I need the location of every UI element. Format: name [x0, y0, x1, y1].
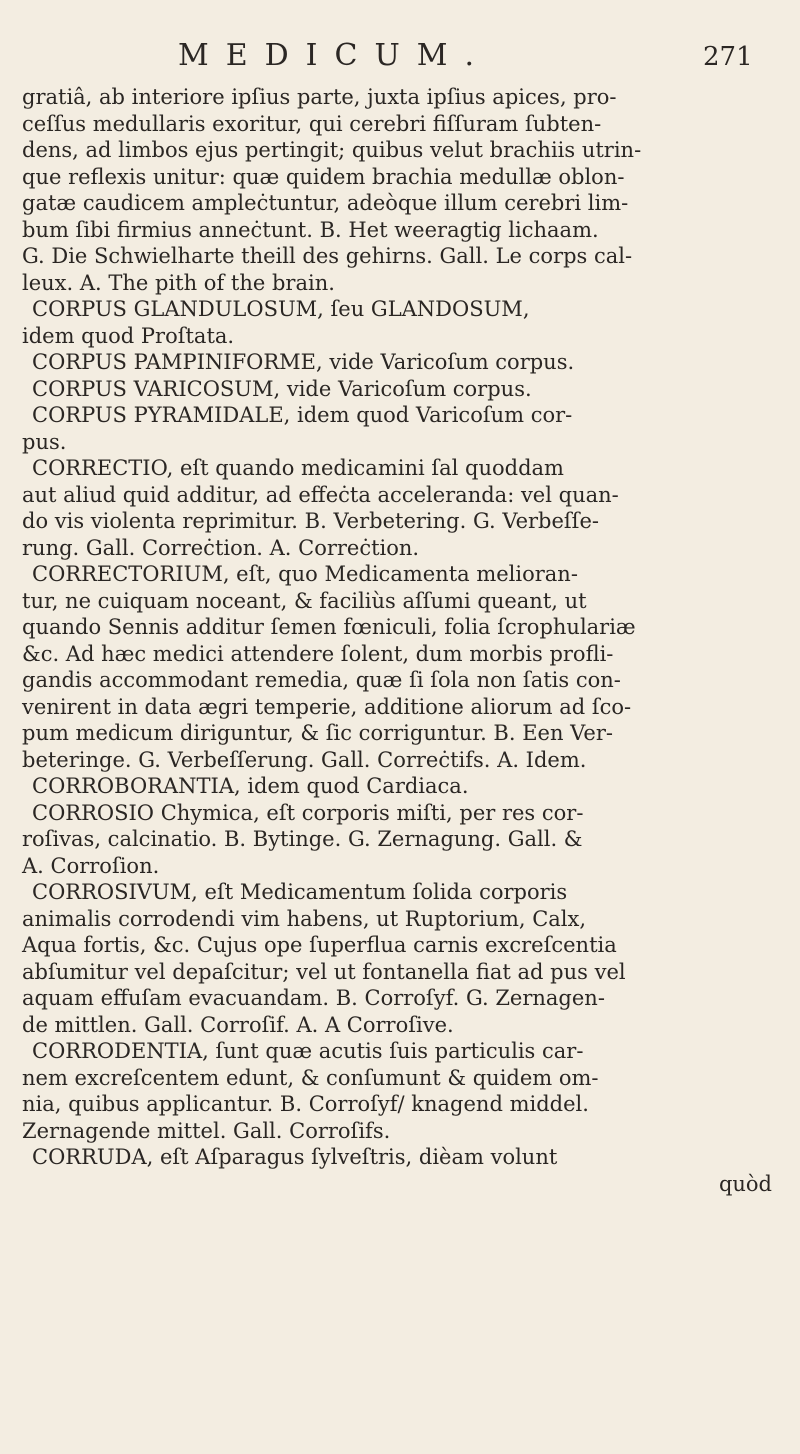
text-line: bum ſibi firmius anneċtunt. B. Het weeragtig lichaam. [22, 217, 599, 242]
text-line: aut aliud quid additur, ad effeċta acceleranda: vel quan- [22, 482, 619, 507]
entry-heading-line: CORROSIO Chymica, eſt corporis miſti, per res cor- [32, 800, 584, 825]
text-line: aquam effuſam evacuandam. B. Corroſyf. G. Zernagen- [22, 986, 605, 1010]
text-line: abſumitur vel depaſcitur; vel ut fontanella fiat ad pus vel [22, 959, 626, 984]
text-line: &c. Ad hæc medici attendere ſolent, dum morbis profli- [22, 641, 614, 666]
text-line: dens, ad limbos ejus pertingit; quibus velut brachiis utrin- [22, 138, 642, 162]
text-line: idem quod Proſtata. [22, 323, 235, 348]
text-line: pum medicum diriguntur, & ſic corriguntur. B. Een Ver- [22, 721, 613, 745]
text-line: A. Corroſion. [22, 853, 160, 878]
text-line: gratiâ, ab interiore ipſius parte, juxta ipſius apices, pro- [22, 85, 617, 109]
entry-heading-line: CORRODENTIA, ſunt quæ acutis ſuis particulis car- [32, 1039, 584, 1063]
catchword: quòd [718, 1171, 772, 1196]
entry-heading-line: CORRECTIO, eſt quando medicamini ſal quoddam [32, 456, 564, 480]
body-text [22, 84, 784, 1197]
text-line: de mittlen. Gall. Corroſif. A. A Corroſive. [22, 1012, 454, 1037]
text-line: ceſſus medullaris exoritur, qui cerebri fiſſuram ſubten- [22, 111, 602, 136]
text-line: rung. Gall. Correċtion. A. Correċtion. [22, 535, 420, 560]
entry-heading-line: CORPUS VARICOSUM, vide Varicoſum corpus. [32, 376, 532, 401]
entry-heading-line: CORROSIVUM, eſt Medicamentum ſolida corporis [32, 880, 568, 904]
text-line: quando Sennis additur ſemen fœniculi, folia ſcrophulariæ [22, 615, 636, 639]
text-line: tur, ne cuiquam noceant, & faciliùs aſſumi queant, ut [22, 588, 587, 613]
text-line: nem excreſcentem edunt, & conſumunt & quidem om- [22, 1065, 599, 1090]
page-header [0, 38, 800, 78]
entry-heading-line: CORPUS PAMPINIFORME, vide Varicoſum corpus. [32, 350, 575, 374]
text-line: beteringe. G. Verbeſſerung. Gall. Correċtifs. A. Idem. [22, 747, 587, 772]
text-line: gandis accommodant remedia, quæ ſi ſola non ſatis con- [22, 668, 621, 692]
entry-heading-line: CORROBORANTIA, idem quod Cardiaca. [32, 774, 469, 798]
text-line: nia, quibus applicantur. B. Corroſyf/ knagend middel. [22, 1092, 589, 1116]
running-title: MEDICUM. [178, 38, 492, 73]
text-line: roſivas, calcinatio. B. Bytinge. G. Zernagung. Gall. & [22, 827, 583, 851]
text-line: do vis violenta reprimitur. B. Verbetering. G. Verbeſſe- [22, 509, 599, 533]
text-line: G. Die Schwielharte theill des gehirns. Gall. Le corps cal- [22, 244, 633, 268]
page-number: 271 [703, 42, 753, 72]
entry-heading-line: CORRUDA, eſt Aſparagus ſylveſtris, dièam volunt [32, 1145, 558, 1169]
text-line: Aqua fortis, &c. Cujus ope ſuperflua carnis excreſcentia [22, 933, 617, 957]
text-line: leux. A. The pith of the brain. [22, 270, 335, 295]
text-line: gatæ caudicem ampleċtuntur, adeòque illum cerebri lim- [22, 191, 629, 215]
entry-heading-line: CORRECTORIUM, eſt, quo Medicamenta melioran- [32, 562, 578, 586]
text-line: pus. [22, 429, 67, 454]
entry-heading-line: CORPUS GLANDULOSUM, ſeu GLANDOSUM, [32, 297, 530, 321]
entry-heading-line: CORPUS PYRAMIDALE, idem quod Varicoſum cor- [32, 403, 573, 427]
text-line: Zernagende mittel. Gall. Corroſifs. [22, 1118, 391, 1143]
text-line: animalis corrodendi vim habens, ut Ruptorium, Calx, [22, 906, 587, 931]
text-line: venirent in data ægri temperie, additione aliorum ad ſco- [22, 694, 632, 719]
text-line: que reflexis unitur: quæ quidem brachia medullæ oblon- [22, 164, 625, 189]
